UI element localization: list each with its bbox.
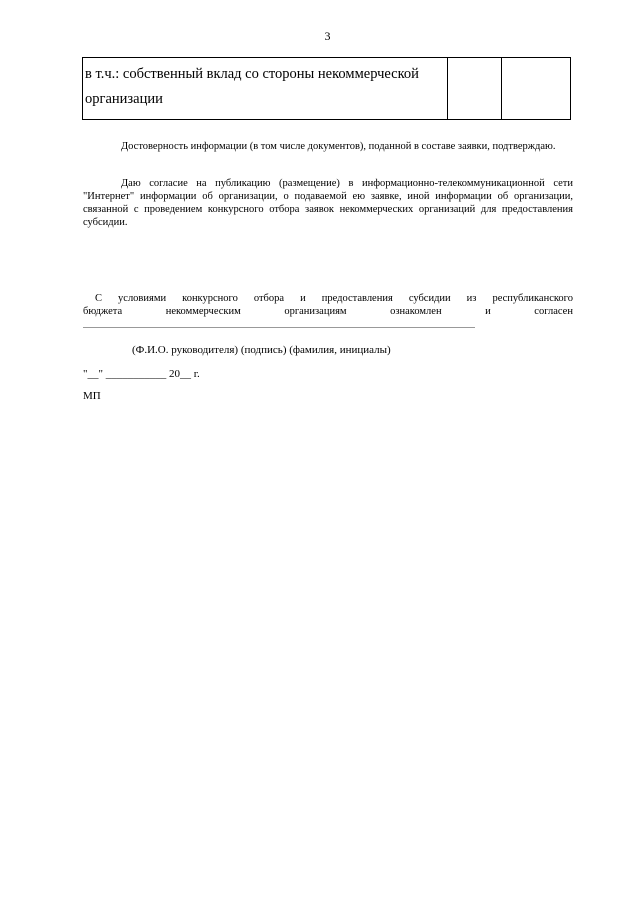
agreement-word: и <box>300 293 306 304</box>
page-number: 3 <box>324 29 331 43</box>
agreement-word: субсидии <box>408 293 451 304</box>
agreement-word: организациям <box>284 306 347 317</box>
budget-table <box>82 57 571 120</box>
date-line: "__" ___________ 20__ г. <box>83 368 200 380</box>
agreement-word: предоставления <box>321 293 393 304</box>
reliability-paragraph: Достоверность информации (в том числе документов), поданной в составе заявки, подтверждаю. <box>121 141 556 152</box>
own-contribution-label-line2: организации <box>85 91 163 107</box>
consent-paragraph: Даю согласие на публикацию (размещение) в информационно-телекоммуникационной сети "Интернет" информации об организации, о подаваемой ею заявке, иной информации об организации, связанной с проведением конкурсного отбора заявок некоммерческих организаций для предоставления субсидии. <box>83 178 573 228</box>
agreement-line-2 <box>83 305 573 318</box>
own-contribution-label-cell <box>83 58 448 120</box>
agreement-word: С <box>95 293 103 304</box>
table-row <box>83 58 571 120</box>
agreement-word: и <box>485 306 491 317</box>
agreement-word: согласен <box>534 306 573 317</box>
agreement-word: бюджета <box>83 306 123 317</box>
agreement-word: ознакомлен <box>390 306 442 317</box>
agreement-word: отбора <box>253 293 285 304</box>
agreement-word: конкурсного <box>182 293 238 304</box>
signature-underline <box>83 327 475 328</box>
agreement-word: республиканского <box>492 293 573 304</box>
value-cell-2 <box>502 58 571 120</box>
agreement-word: условиями <box>118 293 167 304</box>
agreement-statement <box>83 292 573 318</box>
stamp-label: МП <box>83 390 101 402</box>
signature-caption: (Ф.И.О. руководителя) (подпись) (фамилия, инициалы) <box>132 344 391 356</box>
value-cell-1 <box>448 58 502 120</box>
agreement-line-1 <box>83 292 573 305</box>
own-contribution-label-line1: в т.ч.: собственный вклад со стороны некоммерческой <box>85 66 419 82</box>
agreement-word: некоммерческим <box>165 306 241 317</box>
agreement-word: из <box>466 293 477 304</box>
